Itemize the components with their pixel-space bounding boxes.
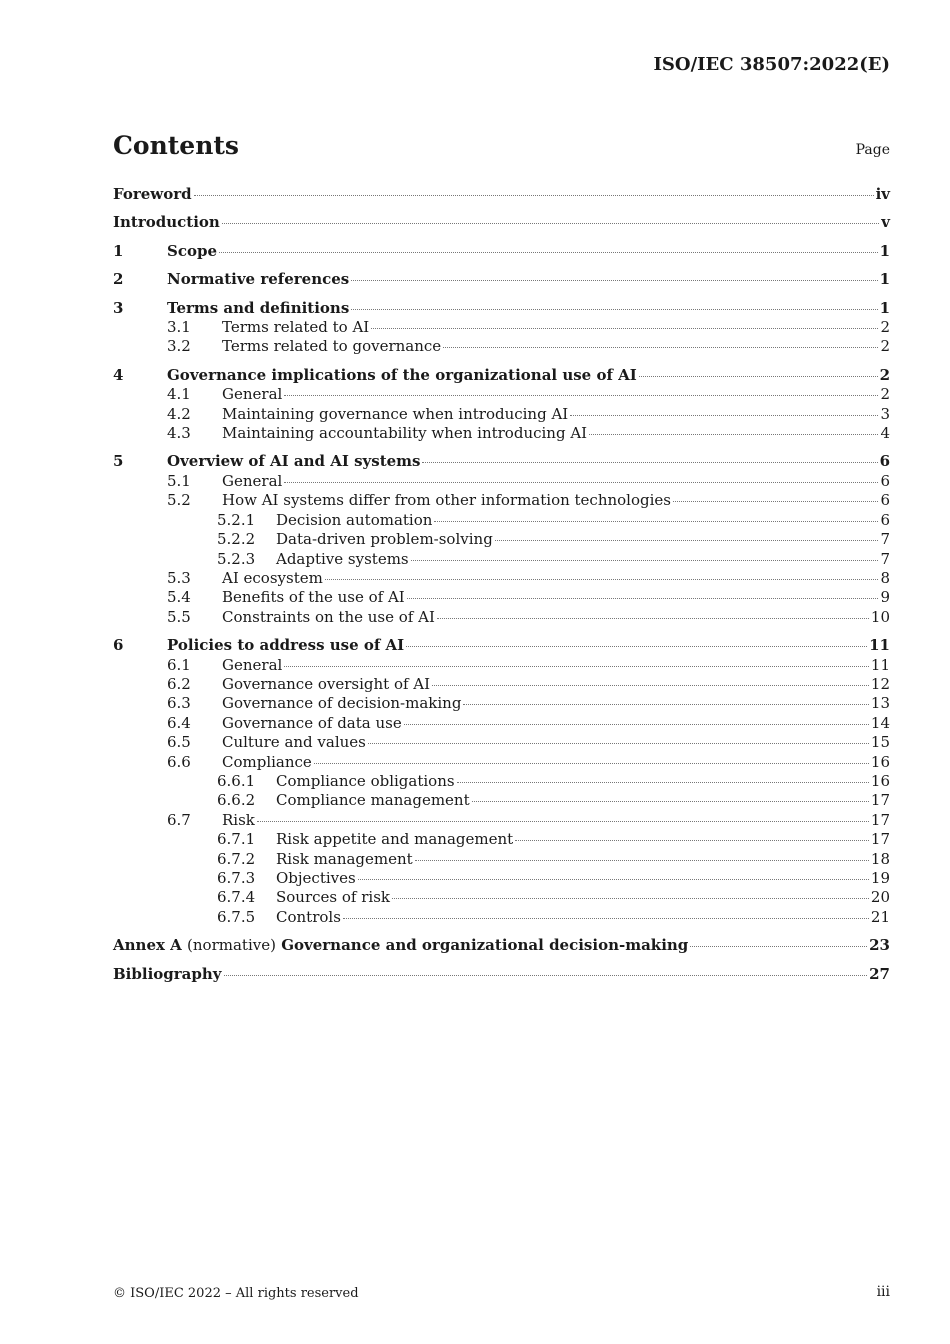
toc-entry-page: 7 — [880, 549, 890, 568]
toc-entry-title: Governance implications of the organizational use of AI — [167, 365, 637, 384]
toc-entry-title: Annex A (normative) Governance and organizational decision-making — [113, 936, 689, 955]
toc-entry-title: Compliance management — [276, 791, 470, 810]
toc-entry-number: 5 — [113, 452, 124, 471]
toc-entry-title: How AI systems differ from other information technologies — [222, 491, 671, 510]
toc-entry[interactable] — [113, 366, 890, 385]
toc-entry-page: 9 — [880, 588, 890, 607]
dot-leader — [371, 328, 878, 329]
toc-entry-number: 6.1 — [167, 655, 191, 674]
toc-entry-page: 1 — [879, 298, 890, 317]
toc-entry-number: 1 — [113, 241, 124, 260]
dot-leader — [194, 195, 874, 196]
toc-entry-number: 3.1 — [167, 318, 191, 337]
toc-entry[interactable] — [113, 694, 890, 713]
toc-entry[interactable] — [113, 869, 890, 888]
toc-entry-page: 12 — [870, 674, 890, 693]
dot-leader — [434, 521, 878, 522]
toc-entry-title: Governance oversight of AI — [222, 674, 431, 693]
dot-leader — [284, 482, 878, 483]
toc-entry[interactable] — [113, 888, 890, 907]
toc-entry[interactable] — [113, 811, 890, 830]
toc-entry-title: Scope — [167, 241, 218, 260]
toc-entry-number: 6.7.1 — [217, 830, 256, 849]
toc-entry-title: Constraints on the use of AI — [222, 607, 435, 626]
toc-entry[interactable] — [113, 242, 890, 261]
toc-entry-page: 6 — [880, 510, 890, 529]
toc-entry-page: 3 — [880, 404, 890, 423]
toc-entry-page: 6 — [879, 452, 890, 471]
toc-entry[interactable] — [113, 588, 890, 607]
toc-entry-number: 5.2 — [167, 491, 191, 510]
dot-leader — [690, 946, 867, 947]
toc-entry[interactable] — [113, 452, 890, 471]
toc-entry[interactable] — [113, 405, 890, 424]
footer-page-number: iii — [876, 1284, 890, 1300]
dot-leader — [284, 395, 878, 396]
dot-leader — [284, 666, 869, 667]
toc-entry-title: AI ecosystem — [222, 568, 323, 587]
toc-entry-number: 6.6.2 — [217, 791, 256, 810]
toc-entry-number: 6.6 — [167, 752, 191, 771]
toc-entry-title: Culture and values — [222, 733, 366, 752]
toc-entry-title: Controls — [276, 907, 341, 926]
toc-entry-title: Sources of risk — [276, 888, 390, 907]
toc-entry-page: 20 — [870, 888, 890, 907]
toc-entry-page: 1 — [879, 270, 890, 289]
toc-entry-page: 17 — [870, 830, 890, 849]
standard-id: ISO/IEC 38507:2022(E) — [653, 54, 890, 75]
toc-entry[interactable] — [113, 491, 890, 510]
dot-leader — [589, 434, 878, 435]
toc-entry[interactable] — [113, 675, 890, 694]
toc-entry[interactable] — [113, 550, 890, 569]
dot-leader — [457, 782, 869, 783]
toc-entry[interactable] — [113, 270, 890, 289]
toc-entry-number: 6.2 — [167, 674, 191, 693]
toc-entry-title: Overview of AI and AI systems — [167, 452, 421, 471]
dot-leader — [570, 415, 878, 416]
dot-leader — [639, 376, 878, 377]
toc-entry-page: 6 — [880, 491, 890, 510]
toc-entry-title: Terms and definitions — [167, 298, 350, 317]
toc-entry-page: 10 — [870, 607, 890, 626]
toc-entry-page: 23 — [869, 936, 890, 955]
toc-entry-page: 8 — [880, 568, 890, 587]
toc-entry-title: Bibliography — [113, 964, 222, 983]
toc-entry[interactable] — [113, 830, 890, 849]
toc-entry-number: 5.3 — [167, 568, 191, 587]
dot-leader — [343, 918, 869, 919]
toc-entry-number: 6.7.3 — [217, 869, 256, 887]
toc-entry-number: 6.5 — [167, 733, 191, 752]
toc-entry-page: 16 — [870, 771, 890, 790]
toc-entry-number: 4.3 — [167, 424, 191, 443]
toc-entry-title: General — [222, 385, 283, 404]
toc-entry-title: Objectives — [276, 869, 356, 887]
toc-entry[interactable] — [113, 753, 890, 772]
toc-entry-title: Maintaining accountability when introducing AI — [222, 424, 588, 443]
dot-leader — [437, 618, 869, 619]
toc-entry-page: 13 — [870, 694, 890, 713]
toc-title: Contents — [113, 131, 240, 160]
toc-entry[interactable] — [113, 424, 890, 443]
dot-leader — [325, 579, 879, 580]
toc-entry-title: Normative references — [167, 270, 350, 289]
toc-entry-number: 2 — [113, 270, 124, 289]
toc-entry-title: Terms related to AI — [222, 318, 370, 337]
dot-leader — [415, 860, 869, 861]
dot-leader — [422, 462, 877, 463]
toc-entry[interactable] — [113, 656, 890, 675]
toc-entry-page: 2 — [880, 337, 890, 356]
dot-leader — [314, 763, 869, 764]
toc-entry-page: v — [881, 213, 890, 232]
toc-entry-title: Compliance — [222, 752, 312, 771]
toc-entry-number: 5.4 — [167, 588, 191, 607]
toc-entry-number: 6.4 — [167, 713, 191, 732]
dot-leader — [407, 598, 879, 599]
toc-entry-number: 3 — [113, 298, 124, 317]
toc-entry[interactable] — [113, 337, 890, 356]
toc-entry-number: 4 — [113, 365, 124, 384]
dot-leader — [495, 540, 879, 541]
toc-entry-title: General — [222, 471, 283, 490]
toc-entry-number: 5.2.1 — [217, 510, 256, 529]
toc-entry[interactable] — [113, 908, 890, 927]
toc-entry-title: Risk management — [276, 849, 413, 868]
toc-entry-page: 21 — [870, 907, 890, 926]
toc-entry[interactable] — [113, 636, 890, 655]
toc-entry[interactable] — [113, 472, 890, 491]
dot-leader — [432, 685, 869, 686]
toc-entry-page: iv — [875, 185, 890, 203]
toc-entry[interactable] — [113, 965, 890, 984]
dot-leader — [368, 743, 869, 744]
toc-entry-title: Governance of data use — [222, 713, 402, 732]
toc-entry[interactable] — [113, 511, 890, 530]
toc-entry-page: 15 — [870, 733, 890, 752]
toc-entry[interactable] — [113, 936, 890, 955]
dot-leader — [443, 347, 878, 348]
toc-entry-number: 4.1 — [167, 385, 191, 404]
toc-entry-title: Compliance obligations — [276, 771, 455, 790]
toc-entry-page: 14 — [870, 713, 890, 732]
toc-entry[interactable] — [113, 772, 890, 791]
toc-entry-page: 6 — [880, 471, 890, 490]
dot-leader — [406, 646, 867, 647]
toc-entry-number: 6.3 — [167, 694, 191, 713]
toc-entry[interactable] — [113, 185, 890, 204]
dot-leader — [673, 501, 878, 502]
dot-leader — [222, 223, 879, 224]
toc-entry-page: 2 — [879, 365, 890, 384]
toc-entry-page: 16 — [870, 752, 890, 771]
toc-entry-number: 3.2 — [167, 337, 191, 356]
toc-entry-title: Decision automation — [276, 510, 433, 529]
dot-leader — [351, 309, 877, 310]
toc-entry-title: Data-driven problem-solving — [276, 530, 493, 549]
toc-entry-title: Adaptive systems — [276, 549, 409, 568]
toc-entry[interactable] — [113, 385, 890, 404]
toc-entry-number: 5.5 — [167, 607, 191, 626]
toc-entry[interactable] — [113, 733, 890, 752]
toc-entry-title: Policies to address use of AI — [167, 636, 405, 655]
toc-entry-number: 5.2.3 — [217, 549, 256, 568]
table-of-contents — [113, 185, 890, 984]
toc-entry-title: Risk appetite and management — [276, 830, 514, 849]
dot-leader — [472, 801, 869, 802]
toc-entry-page: 2 — [880, 318, 890, 337]
toc-entry-page: 17 — [870, 810, 890, 829]
toc-entry-page: 27 — [869, 964, 890, 983]
toc-entry-title: Terms related to governance — [222, 337, 442, 356]
toc-entry[interactable] — [113, 850, 890, 869]
toc-entry-page: 1 — [879, 241, 890, 260]
toc-entry-number: 6.7.4 — [217, 888, 256, 907]
toc-entry[interactable] — [113, 299, 890, 318]
page-column-label: Page — [855, 142, 890, 158]
toc-entry-number: 6.7.5 — [217, 907, 256, 926]
toc-entry-number: 5.1 — [167, 471, 191, 490]
toc-entry-number: 6.7.2 — [217, 849, 256, 868]
toc-entry-number: 5.2.2 — [217, 530, 256, 549]
toc-entry-page: 11 — [869, 636, 890, 655]
toc-entry-page: 11 — [870, 655, 890, 674]
toc-entry-title: Benefits of the use of AI — [222, 588, 405, 607]
toc-entry-number: 6.6.1 — [217, 771, 256, 790]
toc-entry-title: Maintaining governance when introducing AI — [222, 404, 569, 423]
toc-entry-number: 4.2 — [167, 404, 191, 423]
dot-leader — [411, 560, 879, 561]
footer-copyright: © ISO/IEC 2022 – All rights reserved — [113, 1286, 359, 1301]
toc-entry[interactable] — [113, 608, 890, 627]
toc-entry[interactable] — [113, 530, 890, 549]
dot-leader — [463, 704, 868, 705]
toc-entry-title: Foreword — [113, 185, 192, 203]
dot-leader — [224, 975, 868, 976]
toc-entry-title: Risk — [222, 810, 255, 829]
toc-entry-title: Governance of decision-making — [222, 694, 462, 713]
toc-entry[interactable] — [113, 714, 890, 733]
dot-leader — [392, 898, 869, 899]
toc-entry-page: 17 — [870, 791, 890, 810]
toc-entry[interactable] — [113, 318, 890, 337]
dot-leader — [404, 724, 869, 725]
toc-entry[interactable] — [113, 569, 890, 588]
toc-entry-page: 2 — [880, 385, 890, 404]
dot-leader — [515, 840, 869, 841]
toc-entry-page: 7 — [880, 530, 890, 549]
toc-entry-page: 4 — [880, 424, 890, 443]
toc-entry-title: General — [222, 655, 283, 674]
dot-leader — [358, 879, 869, 880]
toc-entry[interactable] — [113, 791, 890, 810]
toc-entry-page: 19 — [870, 869, 890, 887]
toc-entry-page: 18 — [870, 849, 890, 868]
dot-leader — [351, 280, 877, 281]
toc-entry-title: Introduction — [113, 213, 220, 232]
toc-entry-number: 6.7 — [167, 810, 191, 829]
dot-leader — [257, 821, 869, 822]
toc-entry[interactable] — [113, 213, 890, 232]
toc-entry-number: 6 — [113, 636, 124, 655]
dot-leader — [219, 252, 878, 253]
